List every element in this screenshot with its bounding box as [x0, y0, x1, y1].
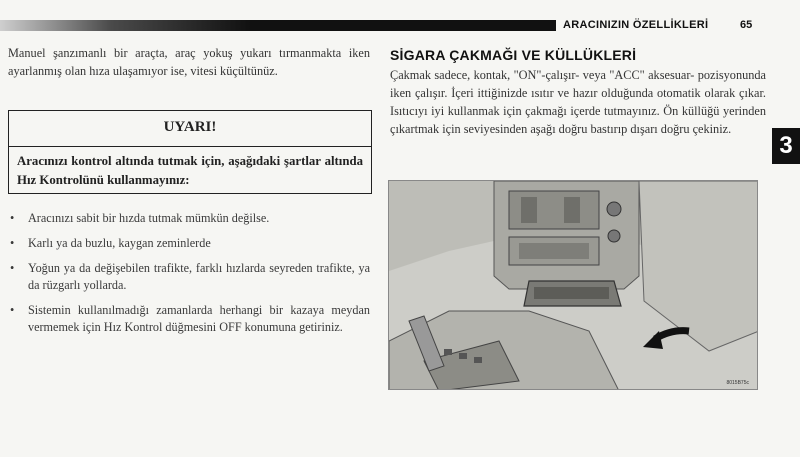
list-item: [8, 302, 370, 336]
intro-paragraph: Manuel şanzımanlı bir araçta, araç yokuş yukarı tırmanmakta iken ayarlanmış olan hıza ulaşamıyor ise, vitesi küçültünüz.: [8, 46, 370, 78]
header-title: ARACINIZIN ÖZELLİKLERİ: [563, 19, 709, 31]
bullet-list: [8, 210, 370, 344]
bullet-icon: •: [10, 211, 15, 225]
list-item-text: Yoğun ya da değişebilen trafikte, farklı hızlarda seyreden trafikte, ya da rüzgarlı yollarda.: [28, 261, 370, 292]
figure-code: 8015B75c: [726, 380, 749, 386]
left-column: [8, 44, 370, 80]
lighter-paragraph: Çakmak sadece, kontak, "ON"-çalışır- veya "ACC" aksesuar- pozisyonunda iken çalışır. İçeri ittiğinizde ısıtır ve hazır olduğunda otomatik olarak çıkar. Isıtıcıyı iyi kullanmak için çakmağı içerde tutmayınız. Ön küllüğü yerinden çıkartmak için seviyesinden aşağı doğru bastırıp dışarı doğru çekiniz.: [390, 68, 766, 136]
bullet-icon: •: [10, 261, 15, 275]
bullet-icon: •: [10, 236, 15, 250]
warning-divider: [9, 146, 371, 147]
warning-box: [8, 110, 372, 194]
list-item-text: Sistemin kullanılmadığı zamanlarda herhangi bir kazaya meydan vermemek için Hız Kontrol düğmesini OFF konumuna getiriniz.: [28, 303, 370, 334]
right-column: [390, 47, 766, 138]
list-item: [8, 260, 370, 294]
chapter-tab: 3: [772, 128, 800, 164]
ashtray-illustration: [388, 180, 758, 390]
dashboard-drawing: [389, 181, 758, 390]
section-heading: SİGARA ÇAKMAĞI VE KÜLLÜKLERİ: [390, 47, 637, 63]
header-bar: [0, 20, 556, 31]
warning-title: UYARI!: [163, 119, 217, 135]
list-item-text: Karlı ya da buzlu, kaygan zeminlerde: [28, 236, 211, 250]
page-number: 65: [740, 19, 753, 31]
bullet-icon: •: [10, 303, 15, 317]
warning-text: Aracınızı kontrol altında tutmak için, aşağıdaki şartlar altında Hız Kontrolünü kullanmayınız:: [17, 154, 363, 187]
list-item: [8, 235, 370, 252]
list-item: [8, 210, 370, 227]
list-item-text: Aracınızı sabit bir hızda tutmak mümkün değilse.: [28, 211, 270, 225]
